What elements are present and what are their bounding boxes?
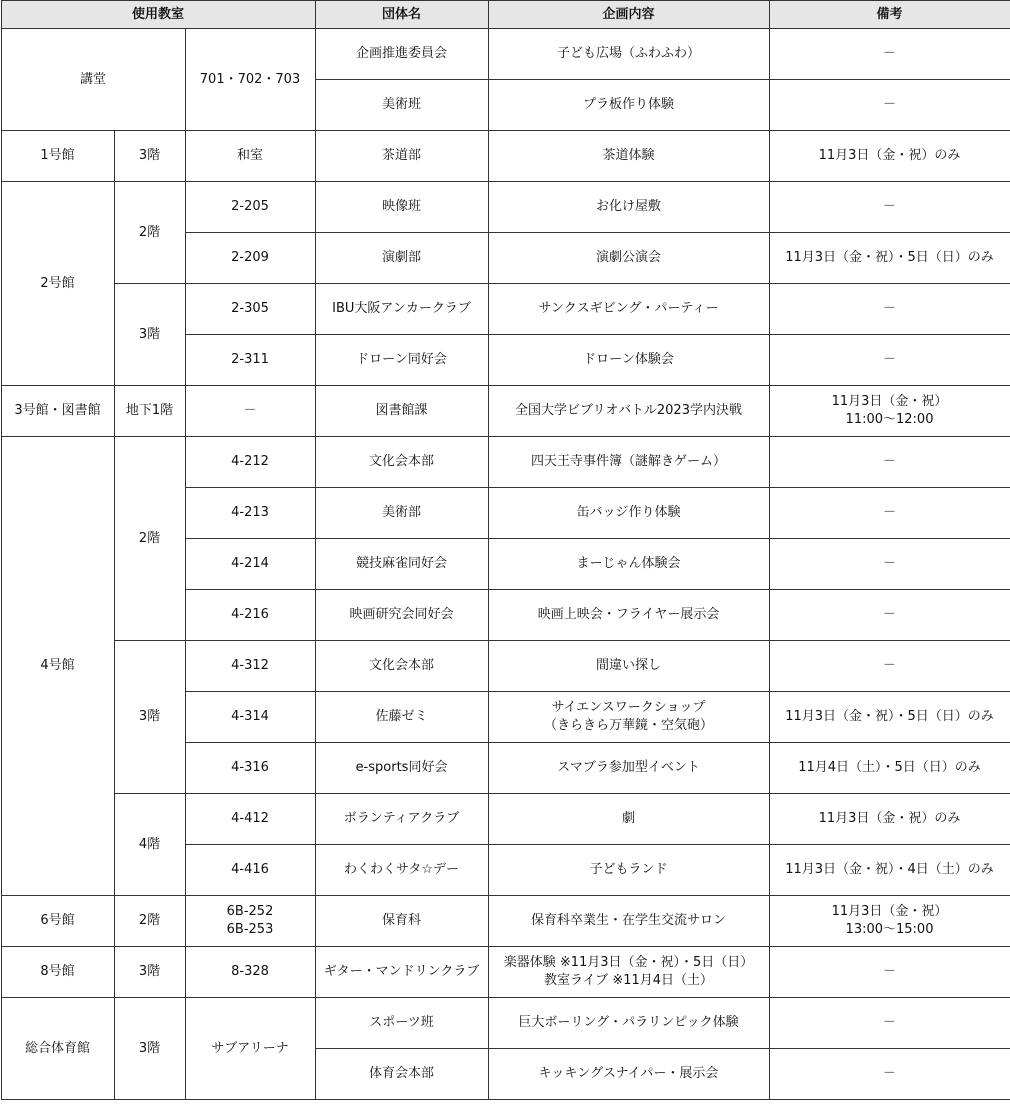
group-cell: スポーツ班 <box>315 998 488 1049</box>
room-line: 6B-253 <box>226 922 274 937</box>
table-row <box>1 998 1010 1049</box>
floor-cell: 3階 <box>114 284 185 386</box>
notes-line: 11月3日（金・祝） <box>831 904 948 919</box>
floor-cell: 4階 <box>114 794 185 896</box>
event-schedule-table <box>1 0 1010 1100</box>
group-cell: 図書館課 <box>315 386 488 437</box>
table-row <box>1 29 1010 80</box>
content-cell: 全国大学ビブリオバトル2023学内決戦 <box>488 386 769 437</box>
room-line: 6B-252 <box>226 904 274 919</box>
group-cell: 茶道部 <box>315 131 488 182</box>
content-cell: まーじゃん体験会 <box>488 539 769 590</box>
notes-cell: 11月3日（金・祝）のみ <box>769 131 1010 182</box>
group-cell: 文化会本部 <box>315 437 488 488</box>
table-row <box>1 947 1010 998</box>
notes-cell: － <box>769 641 1010 692</box>
room-cell: 4-312 <box>185 641 315 692</box>
content-cell: サンクスギビング・パーティー <box>488 284 769 335</box>
content-line: （きらきら万華鏡・空気砲） <box>544 718 714 733</box>
group-cell: 競技麻雀同好会 <box>315 539 488 590</box>
room-cell: － <box>185 386 315 437</box>
content-cell: 間違い探し <box>488 641 769 692</box>
floor-cell: 3階 <box>114 998 185 1100</box>
group-cell: ギター・マンドリンクラブ <box>315 947 488 998</box>
building-cell: 1号館 <box>1 131 114 182</box>
floor-cell: 2階 <box>114 182 185 284</box>
table-row <box>1 182 1010 233</box>
building-cell: 4号館 <box>1 437 114 896</box>
room-cell: サブアリーナ <box>185 998 315 1100</box>
building-cell: 2号館 <box>1 182 114 386</box>
notes-cell: － <box>769 947 1010 998</box>
notes-cell: － <box>769 488 1010 539</box>
header-room: 使用教室 <box>1 1 315 29</box>
table-row <box>1 896 1010 947</box>
room-cell: 2-305 <box>185 284 315 335</box>
floor-cell: 2階 <box>114 437 185 641</box>
content-cell: 巨大ボーリング・パラリンピック体験 <box>488 998 769 1049</box>
notes-cell: － <box>769 539 1010 590</box>
group-cell: 佐藤ゼミ <box>315 692 488 743</box>
notes-cell: 11月3日（金・祝）・4日（土）のみ <box>769 845 1010 896</box>
group-cell: 映像班 <box>315 182 488 233</box>
group-cell: 文化会本部 <box>315 641 488 692</box>
notes-cell: － <box>769 80 1010 131</box>
room-cell: 4-214 <box>185 539 315 590</box>
table-row <box>1 437 1010 488</box>
table-row <box>1 284 1010 335</box>
notes-cell: － <box>769 284 1010 335</box>
room-cell: 和室 <box>185 131 315 182</box>
group-cell: e-sports同好会 <box>315 743 488 794</box>
content-line: 楽器体験 ※11月3日（金・祝）・5日（日） <box>503 955 754 970</box>
group-cell: わくわくサタ☆デー <box>315 845 488 896</box>
notes-line: 13:00～15:00 <box>845 922 934 937</box>
notes-cell <box>769 386 1010 437</box>
floor-cell: 地下1階 <box>114 386 185 437</box>
notes-cell: 11月4日（土）・5日（日）のみ <box>769 743 1010 794</box>
group-cell: 美術班 <box>315 80 488 131</box>
notes-line: 11月3日（金・祝） <box>831 394 948 409</box>
notes-line: 11:00～12:00 <box>845 412 934 427</box>
group-cell: 企画推進委員会 <box>315 29 488 80</box>
room-cell: 2-209 <box>185 233 315 284</box>
table-row <box>1 131 1010 182</box>
notes-cell: 11月3日（金・祝）・5日（日）のみ <box>769 233 1010 284</box>
room-cell: 4-412 <box>185 794 315 845</box>
content-cell: 演劇公演会 <box>488 233 769 284</box>
content-cell: 映画上映会・フライヤー展示会 <box>488 590 769 641</box>
group-cell: ドローン同好会 <box>315 335 488 386</box>
content-cell <box>488 692 769 743</box>
header-notes: 備考 <box>769 1 1010 29</box>
room-cell: 2-311 <box>185 335 315 386</box>
notes-cell: － <box>769 437 1010 488</box>
group-cell: 美術部 <box>315 488 488 539</box>
room-cell: 701・702・703 <box>185 29 315 131</box>
room-cell: 4-216 <box>185 590 315 641</box>
room-cell: 4-212 <box>185 437 315 488</box>
notes-cell: － <box>769 998 1010 1049</box>
group-cell: 保育科 <box>315 896 488 947</box>
notes-cell: 11月3日（金・祝）・5日（日）のみ <box>769 692 1010 743</box>
group-cell: ボランティアクラブ <box>315 794 488 845</box>
notes-cell: － <box>769 590 1010 641</box>
building-cell: 6号館 <box>1 896 114 947</box>
group-cell: IBU大阪アンカークラブ <box>315 284 488 335</box>
room-cell: 8-328 <box>185 947 315 998</box>
content-cell: 四天王寺事件簿（謎解きゲーム） <box>488 437 769 488</box>
floor-cell: 2階 <box>114 896 185 947</box>
content-cell <box>488 947 769 998</box>
floor-cell: 3階 <box>114 947 185 998</box>
notes-cell: － <box>769 335 1010 386</box>
building-cell: 8号館 <box>1 947 114 998</box>
room-cell: 4-314 <box>185 692 315 743</box>
header-row <box>1 1 1010 29</box>
content-cell: 劇 <box>488 794 769 845</box>
content-cell: 缶バッジ作り体験 <box>488 488 769 539</box>
notes-cell: 11月3日（金・祝）のみ <box>769 794 1010 845</box>
table-row <box>1 794 1010 845</box>
group-cell: 映画研究会同好会 <box>315 590 488 641</box>
content-cell: スマブラ参加型イベント <box>488 743 769 794</box>
content-line: サイエンスワークショップ <box>551 700 706 715</box>
notes-cell <box>769 896 1010 947</box>
room-cell: 4-416 <box>185 845 315 896</box>
header-content: 企画内容 <box>488 1 769 29</box>
group-cell: 演劇部 <box>315 233 488 284</box>
content-cell: 子どもランド <box>488 845 769 896</box>
notes-cell: － <box>769 182 1010 233</box>
building-cell: 3号館・図書館 <box>1 386 114 437</box>
room-cell: 4-213 <box>185 488 315 539</box>
room-cell: 4-316 <box>185 743 315 794</box>
content-cell: ドローン体験会 <box>488 335 769 386</box>
content-line: 教室ライブ ※11月4日（土） <box>543 973 714 988</box>
table-row <box>1 386 1010 437</box>
content-cell: 子ども広場（ふわふわ） <box>488 29 769 80</box>
floor-cell: 3階 <box>114 641 185 794</box>
content-cell: キッキングスナイパー・展示会 <box>488 1049 769 1100</box>
content-cell: 保育科卒業生・在学生交流サロン <box>488 896 769 947</box>
room-cell <box>185 896 315 947</box>
table-row <box>1 641 1010 692</box>
notes-cell: － <box>769 29 1010 80</box>
header-group: 団体名 <box>315 1 488 29</box>
notes-cell: － <box>769 1049 1010 1100</box>
building-cell: 総合体育館 <box>1 998 114 1100</box>
floor-cell: 3階 <box>114 131 185 182</box>
content-cell: 茶道体験 <box>488 131 769 182</box>
content-cell: お化け屋敷 <box>488 182 769 233</box>
room-cell: 2-205 <box>185 182 315 233</box>
content-cell: プラ板作り体験 <box>488 80 769 131</box>
building-cell: 講堂 <box>1 29 185 131</box>
group-cell: 体育会本部 <box>315 1049 488 1100</box>
